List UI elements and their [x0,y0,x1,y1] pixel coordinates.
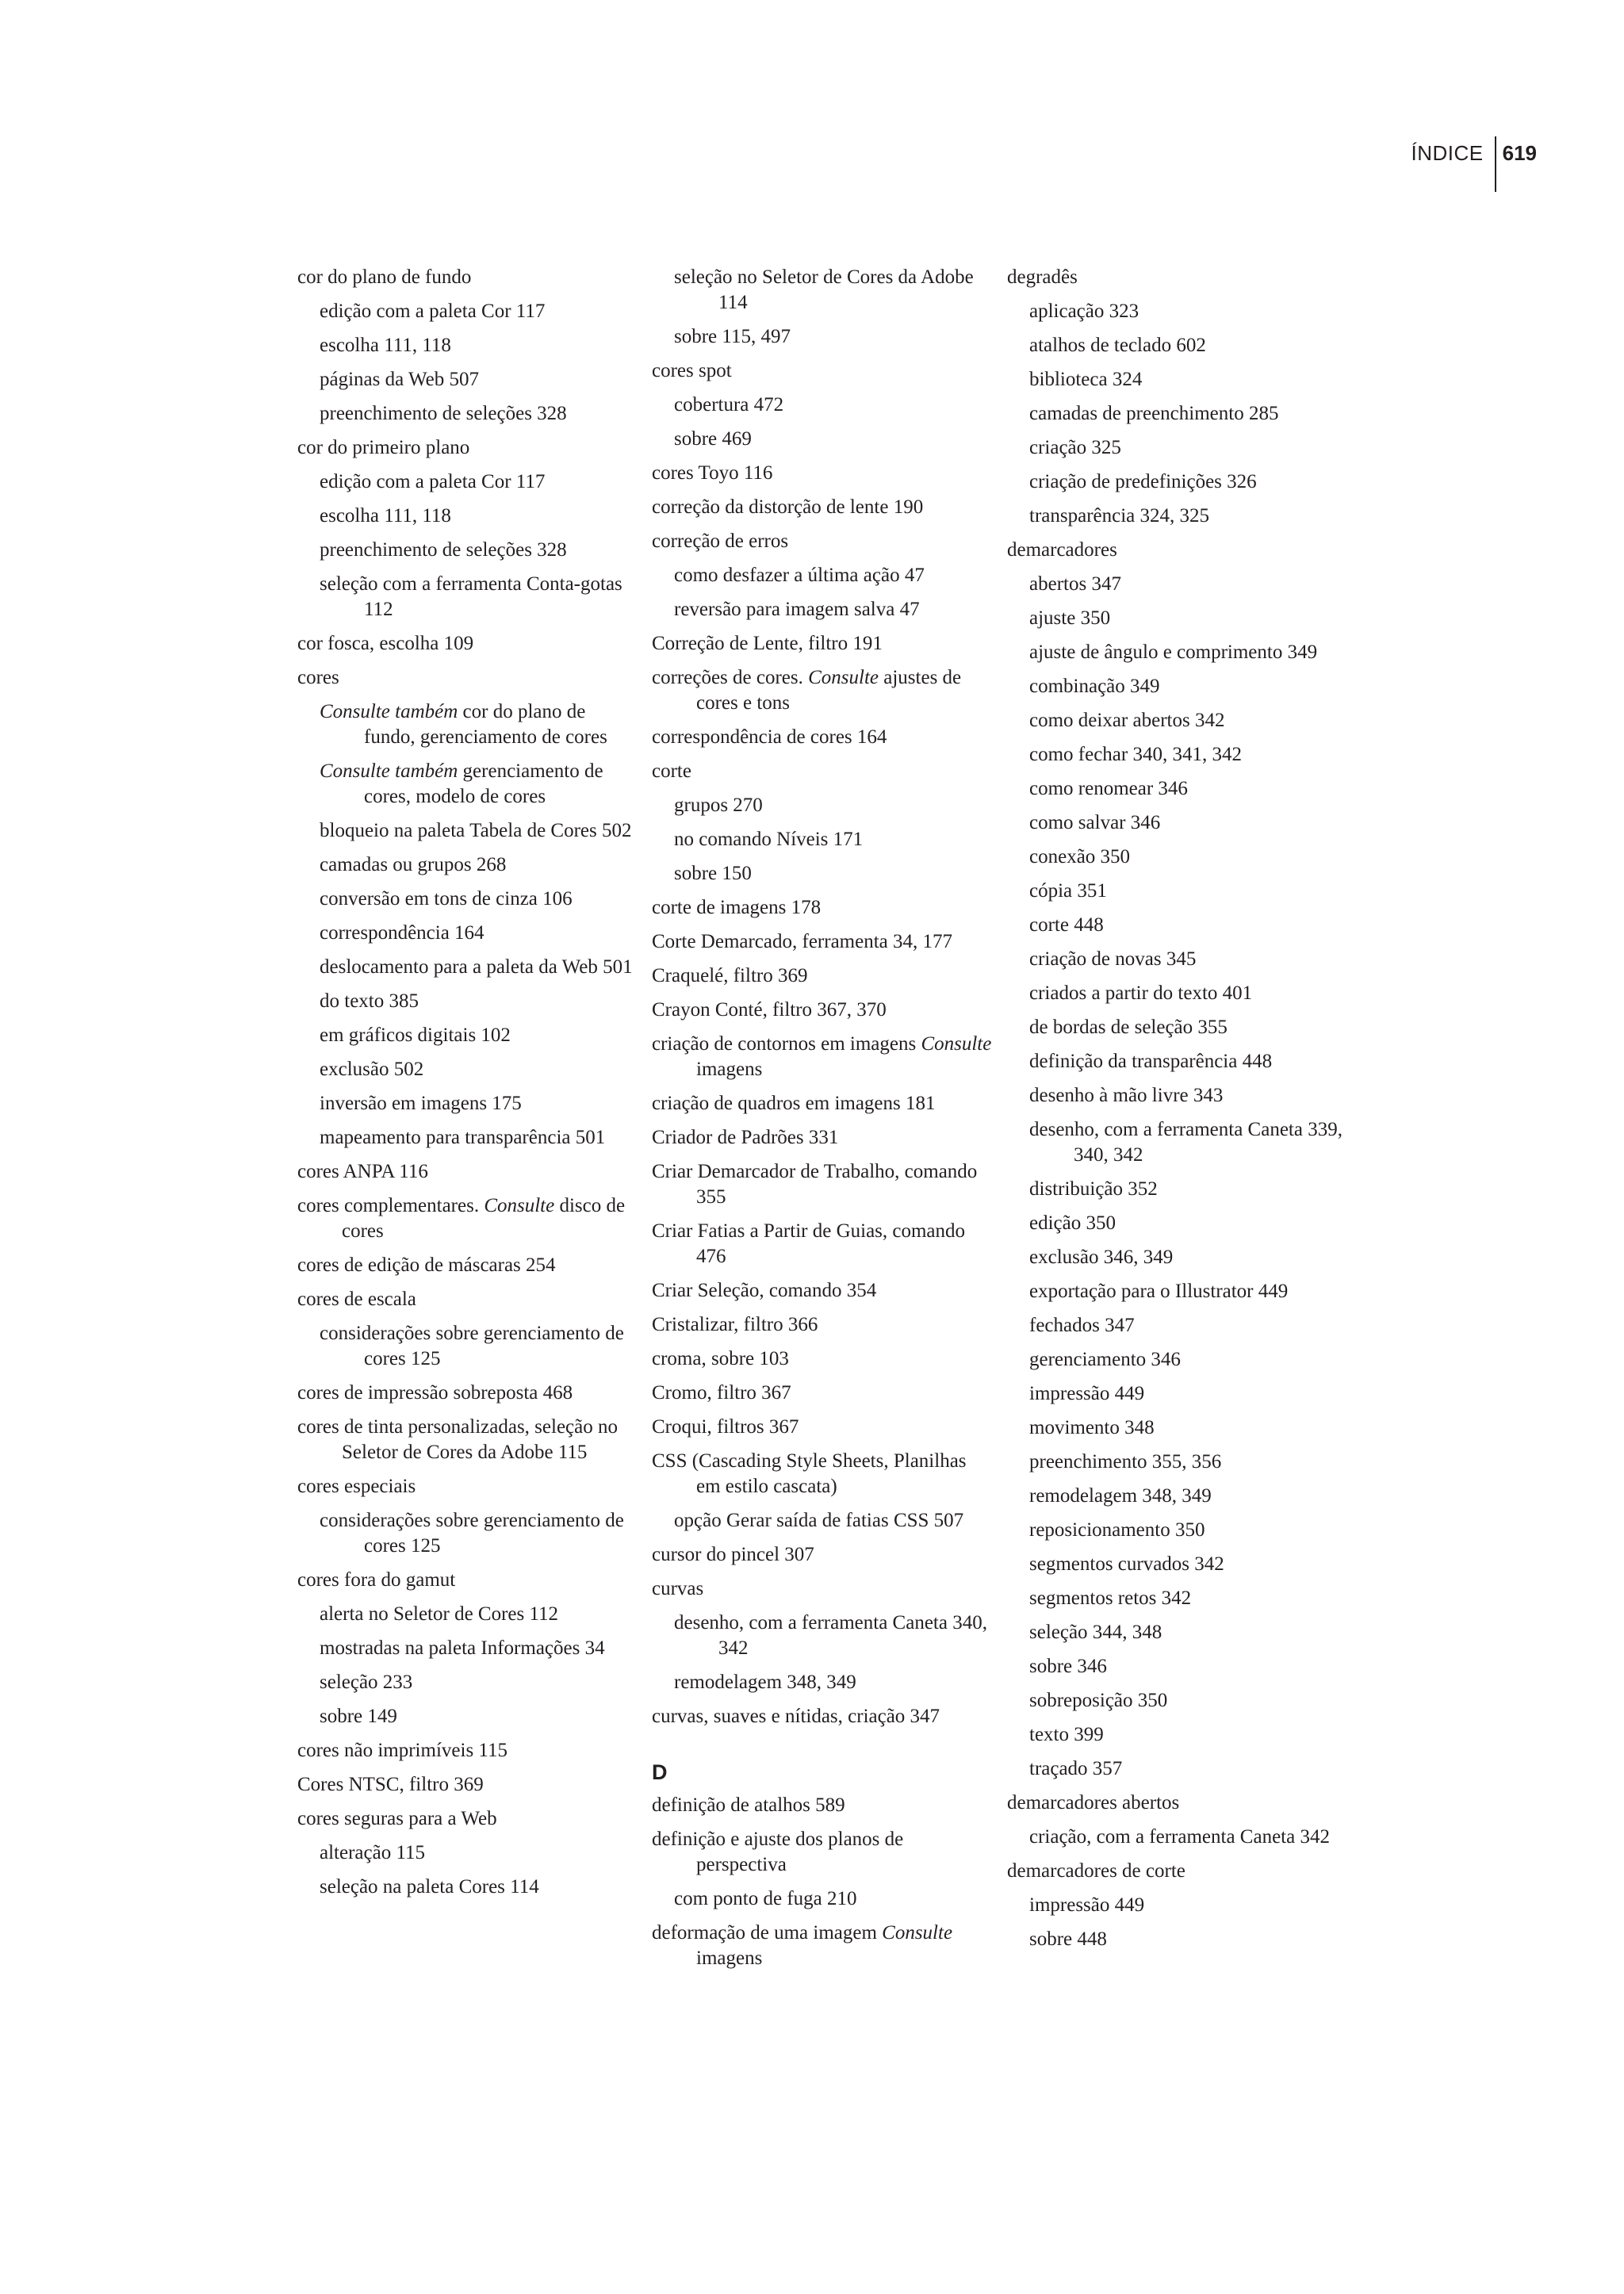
running-header [1411,136,1537,192]
entry-text: Correção de Lente, filtro 191 [652,633,883,654]
index-entry [652,631,993,657]
index-subentry [1007,1927,1348,1952]
entry-text: definição e ajuste dos planos de perspectiva [652,1829,904,1875]
index-subentry [1007,1313,1348,1338]
index-subentry [1007,1722,1348,1748]
entry-text: cópia 351 [1029,880,1107,902]
index-subentry [1007,1893,1348,1918]
entry-text: combinação 349 [1029,676,1160,697]
index-subentry [652,1670,993,1695]
index-subentry [297,504,638,529]
index-subentry [1007,1211,1348,1236]
entry-text: exportação para o Illustrator 449 [1029,1281,1289,1302]
index-subentry [1007,640,1348,665]
entry-text: mostradas na paleta Informações 34 [320,1637,605,1659]
index-subentry [1007,1756,1348,1782]
index-subentry [297,921,638,946]
index-subentry [1007,1654,1348,1679]
index-subentry [1007,1415,1348,1441]
entry-text: edição 350 [1029,1212,1116,1234]
entry-text: sobre 149 [320,1706,397,1727]
entry-text: cores de impressão sobreposta 468 [297,1382,573,1404]
entry-text: sobre 448 [1029,1928,1107,1950]
entry-text: demarcadores [1007,539,1117,561]
index-entry [297,1738,638,1764]
index-subentry [1007,1177,1348,1202]
entry-text: deformação de uma imagem [652,1922,877,1944]
index-subentry [297,1057,638,1082]
index-subentry [297,1091,638,1116]
index-entry [297,1159,638,1185]
entry-text: cores especiais [297,1476,416,1497]
index-entry [652,1159,993,1210]
entry-text: como deixar abertos 342 [1029,710,1225,731]
index-subentry [1007,810,1348,836]
index-entry [652,1542,993,1568]
entry-text: cores de escala [297,1289,416,1310]
entry-text: cor do plano de fundo, gerenciamento de cores [364,701,607,748]
index-subentry [297,852,638,878]
index-subentry [297,401,638,427]
entry-text: seleção na paleta Cores 114 [320,1876,539,1898]
index-subentry [297,299,638,324]
entry-text: remodelagem 348, 349 [674,1672,856,1693]
cross-reference-label: Consulte [484,1195,555,1216]
entry-text: Criador de Padrões 331 [652,1127,839,1148]
index-subentry [1007,299,1348,324]
index-entry [652,1125,993,1151]
entry-text: fechados 347 [1029,1315,1135,1336]
index-entry [652,759,993,784]
index-entry [297,1381,638,1406]
entry-text: Criar Demarcador de Trabalho, comando 355 [652,1161,978,1208]
index-entry [652,495,993,520]
index-entry [652,1704,993,1729]
header-divider [1495,136,1496,192]
index-entry [652,358,993,384]
entry-text: preenchimento de seleções 328 [320,403,567,424]
entry-text: ajuste 350 [1029,607,1111,629]
index-entry [1007,538,1348,563]
index-subentry [1007,674,1348,699]
index-entry [652,1346,993,1372]
entry-text: criação de predefinições 326 [1029,471,1257,492]
cross-reference-target: imagens [696,1947,763,1969]
index-subentry [1007,1381,1348,1407]
index-subentry [297,1636,638,1661]
index-subentry [652,324,993,350]
entry-text: abertos 347 [1029,573,1121,595]
index-subentry [1007,606,1348,631]
entry-text: escolha 111, 118 [320,335,451,356]
entry-text: Craquelé, filtro 369 [652,965,808,986]
entry-text: correção de erros [652,530,789,552]
index-subentry [1007,1279,1348,1304]
index-subentry [1007,708,1348,733]
index-subentry [652,861,993,887]
entry-text: reversão para imagem salva 47 [674,599,920,620]
entry-text: cobertura 472 [674,394,784,416]
index-subentry [652,563,993,588]
cross-reference-label: Consulte [882,1922,953,1944]
entry-text: como desfazer a última ação 47 [674,565,925,586]
entry-text: como renomear 346 [1029,778,1188,799]
entry-text: transparência 324, 325 [1029,505,1210,527]
entry-text: degradês [1007,266,1078,288]
index-subentry [297,887,638,912]
index-entry [297,665,638,691]
index-entry [652,1827,993,1878]
index-entry [297,1287,638,1312]
entry-text: definição da transparência 448 [1029,1051,1273,1072]
cross-reference-target: ajustes de cores e tons [696,667,962,714]
index-subentry [1007,469,1348,495]
entry-text: seleção com a ferramenta Conta-gotas 112 [320,573,622,620]
index-subentry [297,469,638,495]
index-entry [652,1312,993,1338]
entry-text: definição de atalhos 589 [652,1794,845,1816]
index-entry [652,1091,993,1116]
entry-text: Cromo, filtro 367 [652,1382,791,1404]
entry-text: gerenciamento de cores, modelo de cores [364,760,603,807]
entry-text: edição com a paleta Cor 117 [320,471,546,492]
entry-text: criação de contornos em imagens [652,1033,917,1055]
entry-text: cores de tinta personalizadas, seleção no Seletor de Cores da Adobe 115 [297,1416,618,1463]
index-subentry [1007,1484,1348,1509]
index-subentry [1007,1117,1348,1168]
entry-text: grupos 270 [674,795,763,816]
entry-text: exclusão 346, 349 [1029,1247,1174,1268]
index-entry [652,1278,993,1304]
index-entry [652,1921,993,1971]
entry-text: bloqueio na paleta Tabela de Cores 502 [320,820,632,841]
index-subentry [297,1602,638,1627]
index-subentry [652,1508,993,1534]
entry-text: seleção 344, 348 [1029,1622,1162,1643]
entry-text: CSS (Cascading Style Sheets, Planilhas em estilo cascata) [652,1450,967,1497]
entry-text: Criar Fatias a Partir de Guias, comando 476 [652,1220,966,1267]
entry-text: gerenciamento 346 [1029,1349,1181,1370]
cross-reference-target: disco de cores [342,1195,626,1242]
entry-text: movimento 348 [1029,1417,1155,1438]
entry-text: curvas, suaves e nítidas, criação 347 [652,1706,940,1727]
index-subentry [297,367,638,393]
index-subentry [652,1610,993,1661]
index-subentry [1007,879,1348,904]
index-subentry [1007,1825,1348,1850]
index-subentry [652,1886,993,1912]
index-entry [652,1032,993,1082]
index-entry [652,1793,993,1818]
index-subentry [652,597,993,622]
entry-text: corte de imagens 178 [652,897,822,918]
index-entry [297,631,638,657]
index-subentry [1007,333,1348,358]
entry-text: traçado 357 [1029,1758,1123,1779]
entry-text: biblioteca 324 [1029,369,1143,390]
index-subentry [652,265,993,316]
index-subentry [1007,776,1348,802]
index-subentry [297,818,638,844]
index-entry [652,725,993,750]
index-subentry [297,1023,638,1048]
index-subentry [297,538,638,563]
entry-text: cores [297,667,339,688]
entry-text: correção da distorção de lente 190 [652,496,924,518]
entry-text: cor do primeiro plano [297,437,470,458]
cross-reference-label: Consulte [808,667,879,688]
entry-text: seleção 233 [320,1672,413,1693]
index-subentry [1007,401,1348,427]
entry-text: cores spot [652,360,732,381]
entry-text: texto 399 [1029,1724,1104,1745]
entry-text: alteração 115 [320,1842,426,1863]
index-entry [652,963,993,989]
entry-text: correções de cores. [652,667,803,688]
index-subentry [1007,1049,1348,1074]
index-subentry [297,1875,638,1900]
entry-text: criação 325 [1029,437,1121,458]
index-subentry [1007,947,1348,972]
section-title: ÍNDICE [1411,141,1484,165]
entry-text: como fechar 340, 341, 342 [1029,744,1242,765]
entry-text: exclusão 502 [320,1059,424,1080]
entry-text: criação de quadros em imagens 181 [652,1093,936,1114]
index-entry [652,665,993,716]
entry-text: sobre 469 [674,428,752,450]
index-subentry [1007,1083,1348,1109]
entry-text: distribuição 352 [1029,1178,1158,1200]
index-subentry [1007,572,1348,597]
index-entry [652,895,993,921]
entry-text: opção Gerar saída de fatias CSS 507 [674,1510,964,1531]
index-subentry [1007,435,1348,461]
entry-text: no comando Níveis 171 [674,829,864,850]
index-subentry [1007,1586,1348,1611]
index-subentry [297,759,638,810]
index-entry [297,1253,638,1278]
index-entry [297,1568,638,1593]
index-column-3 [1007,265,1348,1961]
page-number: 619 [1502,141,1537,165]
index-subentry [1007,367,1348,393]
entry-text: cores de edição de máscaras 254 [297,1254,556,1276]
entry-text: croma, sobre 103 [652,1348,789,1369]
entry-text: sobre 346 [1029,1656,1107,1677]
entry-text: impressão 449 [1029,1894,1145,1916]
index-entry [652,1381,993,1406]
index-subentry [1007,1688,1348,1714]
entry-text: corte [652,760,691,782]
entry-text: desenho, com a ferramenta Caneta 340, 342 [674,1612,987,1659]
entry-text: considerações sobre gerenciamento de cores 125 [320,1510,624,1557]
cross-reference-target: imagens [696,1059,763,1080]
entry-text: de bordas de seleção 355 [1029,1017,1228,1038]
entry-text: cores complementares. [297,1195,480,1216]
entry-text: mapeamento para transparência 501 [320,1127,606,1148]
entry-text: remodelagem 348, 349 [1029,1485,1212,1507]
entry-text: cursor do pincel 307 [652,1544,814,1565]
cross-reference-label: Consulte também [320,760,458,782]
entry-text: como salvar 346 [1029,812,1161,833]
entry-text: com ponto de fuga 210 [674,1888,857,1909]
entry-text: considerações sobre gerenciamento de cores 125 [320,1323,624,1369]
entry-text: camadas ou grupos 268 [320,854,507,875]
index-subentry [1007,981,1348,1006]
index-subentry [297,1321,638,1372]
index-subentry [1007,504,1348,529]
entry-text: conversão em tons de cinza 106 [320,888,573,910]
entry-text: correspondência de cores 164 [652,726,887,748]
entry-text: cores ANPA 116 [297,1161,428,1182]
index-subentry [1007,1450,1348,1475]
entry-text: atalhos de teclado 602 [1029,335,1206,356]
index-subentry [297,1840,638,1866]
index-subentry [1007,1245,1348,1270]
entry-text: cor do plano de fundo [297,266,472,288]
index-subentry [1007,742,1348,768]
index-entry [652,529,993,554]
index-entry [297,1415,638,1465]
entry-text: edição com a paleta Cor 117 [320,301,546,322]
index-entry [652,1219,993,1270]
entry-text: páginas da Web 507 [320,369,479,390]
index-subentry [297,333,638,358]
entry-text: criados a partir do texto 401 [1029,982,1253,1004]
index-subentry [1007,1552,1348,1577]
index-entry [652,929,993,955]
index-subentry [652,393,993,418]
index-subentry [297,1704,638,1729]
entry-text: ajuste de ângulo e comprimento 349 [1029,641,1318,663]
index-subentry [652,793,993,818]
index-entry [652,461,993,486]
entry-text: segmentos curvados 342 [1029,1553,1224,1575]
entry-text: curvas [652,1578,704,1599]
entry-text: reposicionamento 350 [1029,1519,1205,1541]
index-entry [652,998,993,1023]
index-entry [652,1415,993,1440]
index-entry [297,1474,638,1499]
entry-text: preenchimento 355, 356 [1029,1451,1222,1473]
entry-text: demarcadores abertos [1007,1792,1180,1813]
cross-reference-label: Consulte [921,1033,992,1055]
entry-text: cores Toyo 116 [652,462,773,484]
entry-text: seleção no Seletor de Cores da Adobe 114 [674,266,974,313]
entry-text: Corte Demarcado, ferramenta 34, 177 [652,931,953,952]
entry-text: Criar Seleção, comando 354 [652,1280,877,1301]
index-entry [297,1193,638,1244]
index-subentry [1007,1518,1348,1543]
index-subentry [297,1508,638,1559]
entry-text: correspondência 164 [320,922,485,944]
entry-text: criação de novas 345 [1029,948,1197,970]
entry-text: cores fora do gamut [297,1569,456,1591]
entry-text: demarcadores de corte [1007,1860,1185,1882]
entry-text: Cristalizar, filtro 366 [652,1314,818,1335]
entry-text: escolha 111, 118 [320,505,451,527]
index-column-2 [652,265,993,1980]
index-entry [297,265,638,290]
index-entry [1007,1790,1348,1816]
index-entry [297,435,638,461]
entry-text: desenho, com a ferramenta Caneta 339, 340, 342 [1029,1119,1342,1166]
index-subentry [297,1670,638,1695]
entry-text: sobreposição 350 [1029,1690,1168,1711]
entry-text: inversão em imagens 175 [320,1093,522,1114]
entry-text: em gráficos digitais 102 [320,1024,511,1046]
entry-text: alerta no Seletor de Cores 112 [320,1603,559,1625]
index-column-1 [297,265,638,1909]
entry-text: do texto 385 [320,990,419,1012]
entry-text: cor fosca, escolha 109 [297,633,474,654]
entry-text: deslocamento para a paleta da Web 501 [320,956,633,978]
entry-text: Crayon Conté, filtro 367, 370 [652,999,887,1021]
entry-text: criação, com a ferramenta Caneta 342 [1029,1826,1330,1848]
index-entry [297,1806,638,1832]
entry-text: aplicação 323 [1029,301,1139,322]
entry-text: Cores NTSC, filtro 369 [297,1774,484,1795]
index-subentry [652,427,993,452]
index-subentry [297,1125,638,1151]
entry-text: segmentos retos 342 [1029,1587,1192,1609]
index-subentry [297,572,638,622]
index-subentry [652,827,993,852]
entry-text: desenho à mão livre 343 [1029,1085,1224,1106]
index-entry [1007,265,1348,290]
index-letter-heading: D [652,1760,668,1784]
index-subentry [1007,1015,1348,1040]
entry-text: cores seguras para a Web [297,1808,497,1829]
index-entry [1007,1859,1348,1884]
entry-text: sobre 115, 497 [674,326,791,347]
index-subentry [1007,913,1348,938]
index-subentry [1007,1347,1348,1373]
entry-text: Croqui, filtros 367 [652,1416,799,1438]
entry-text: sobre 150 [674,863,752,884]
index-subentry [1007,844,1348,870]
entry-text: cores não imprimíveis 115 [297,1740,508,1761]
index-subentry [297,955,638,980]
index-entry [652,1576,993,1602]
index-subentry [297,989,638,1014]
cross-reference-label: Consulte também [320,701,458,722]
index-entry [297,1772,638,1798]
index-subentry [297,699,638,750]
entry-text: impressão 449 [1029,1383,1145,1404]
index-subentry [1007,1620,1348,1645]
entry-text: conexão 350 [1029,846,1131,867]
index-entry [652,1449,993,1499]
entry-text: camadas de preenchimento 285 [1029,403,1279,424]
entry-text: preenchimento de seleções 328 [320,539,567,561]
entry-text: corte 448 [1029,914,1104,936]
